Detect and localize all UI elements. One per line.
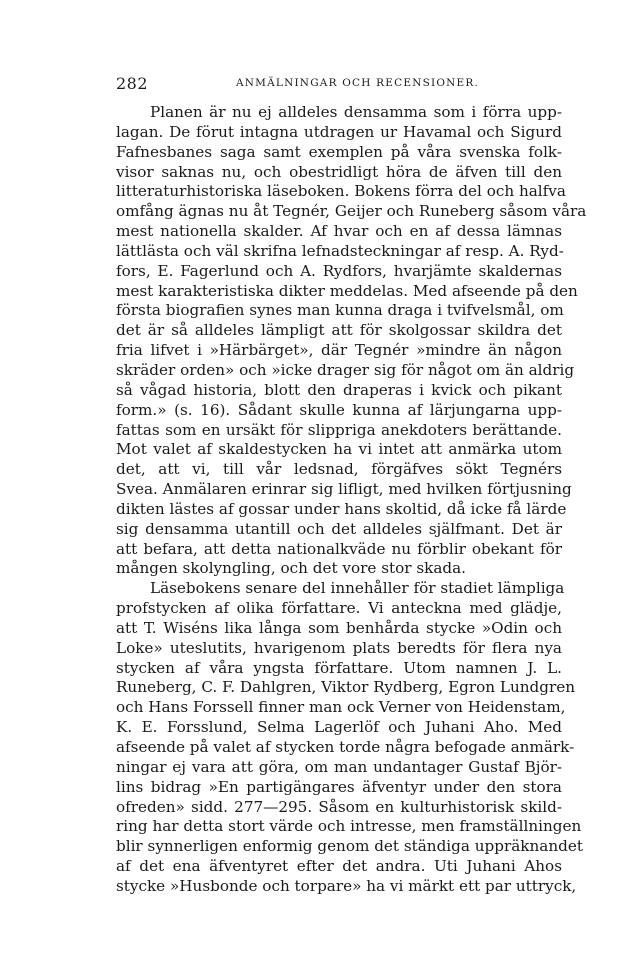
text-line: det, att vi, till vår ledsnad, förgäfves sökt Tegnérs [116,460,562,479]
text-line: Mot valet af skaldestycken ha vi intet att anmärka utom [116,440,562,459]
text-line: skräder orden» och »icke drager sig för något om än aldrig [116,360,575,379]
text-line: mest nationella skalder. Af hvar och en af dessa lämnas [116,222,562,241]
text-line: Fafnesbanes saga samt exemplen på våra svenska folk- [116,142,562,161]
running-title: ANMÄLNINGAR OCH RECENSIONER. [236,77,480,89]
text-line: lättlästa och väl skrifna lefnadsteckningar af resp. A. Ryd- [116,241,564,260]
text-line: lins bidrag »En partigängares äfventyr under den stora [116,777,562,796]
text-line: att befara, att detta nationalkväde nu förblir obekant för [116,539,562,558]
text-line: afseende på valet af stycken torde några befogade anmärk- [116,738,575,756]
text-line: Runeberg, C. F. Dahlgren, Viktor Rydberg, Egron Lundgren [116,678,576,697]
page-number: 282 [116,74,149,93]
text-line: K. E. Forsslund, Selma Lagerlöf och Juhani Aho. Med [116,718,562,737]
text-line: så vågad historia, blott den draperas i kvick och pikant [116,380,562,399]
text-line: att T. Wiséns lika långa som benhårda stycke »Odin och [116,618,562,637]
text-line: fria lifvet i »Härbärget», där Tegnér »mindre än någon [116,341,562,360]
text-line: sig densamma utantill och det alldeles själfmant. Det är [116,519,562,538]
text-line: omfång ägnas nu åt Tegnér, Geijer och Runeberg såsom våra [116,202,587,221]
text-line: och Hans Forssell finner man ock Verner von Heidenstam, [116,698,566,717]
text-line: första biografien synes man kunna draga i tvifvelsmål, om [116,301,564,320]
text-line: Läsebokens senare del innehåller för stadiet lämpliga [150,579,565,598]
text-line: form.» (s. 16). Sådant skulle kunna af lärjungarna upp- [116,400,562,419]
page-header [116,74,562,94]
text-line: fattas som en ursäkt för slippriga anekdoters berättande. [116,420,562,439]
body-text [116,103,587,897]
text-line: fors, E. Fagerlund och A. Rydfors, hvarjämte skaldernas [116,261,562,280]
text-line: stycke »Husbonde och torpare» ha vi märkt ett par uttryck, [116,876,577,895]
text-line: Planen är nu ej alldeles densamma som i förra upp- [150,103,562,121]
paragraph-2 [116,579,583,897]
text-line: Svea. Anmälaren erinrar sig lifligt, med hvilken förtjusning [116,480,572,499]
text-line: visor saknas nu, och obestridligt höra de äfven till den [116,162,562,181]
text-line: ningar ej vara att göra, om man undantager Gustaf Björ- [116,757,562,776]
paragraph-1 [116,103,587,579]
text-line: Loke» uteslutits, hvarigenom plats beredts för flera nya [116,638,562,657]
text-line: mest karakteristiska dikter meddelas. Med afseende på den [116,281,578,300]
text-line: profstycken af olika författare. Vi anteckna med glädje, [116,599,562,618]
text-line: ring har detta stort värde och intresse, men framställningen [116,817,582,836]
text-line: af det ena äfventyret efter det andra. Uti Juhani Ahos [116,857,562,876]
text-line: mången skolyngling, och det vore stor skada. [116,559,466,578]
text-line: det är så alldeles lämpligt att för skolgossar skildra det [116,321,562,340]
text-line: litteraturhistoriska läseboken. Bokens förra del och halfva [116,182,566,201]
text-line: ofreden» sidd. 277—295. Såsom en kulturhistorisk skild- [116,797,562,816]
text-line: blir synnerligen enformig genom det ständiga uppräknandet [116,837,583,856]
text-line: dikten lästes af gossar under hans skoltid, då icke få lärde [116,499,567,518]
text-line: lagan. De förut intagna utdragen ur Havamal och Sigurd [116,122,562,141]
text-line: stycken af våra yngsta författare. Utom namnen J. L. [116,658,562,677]
